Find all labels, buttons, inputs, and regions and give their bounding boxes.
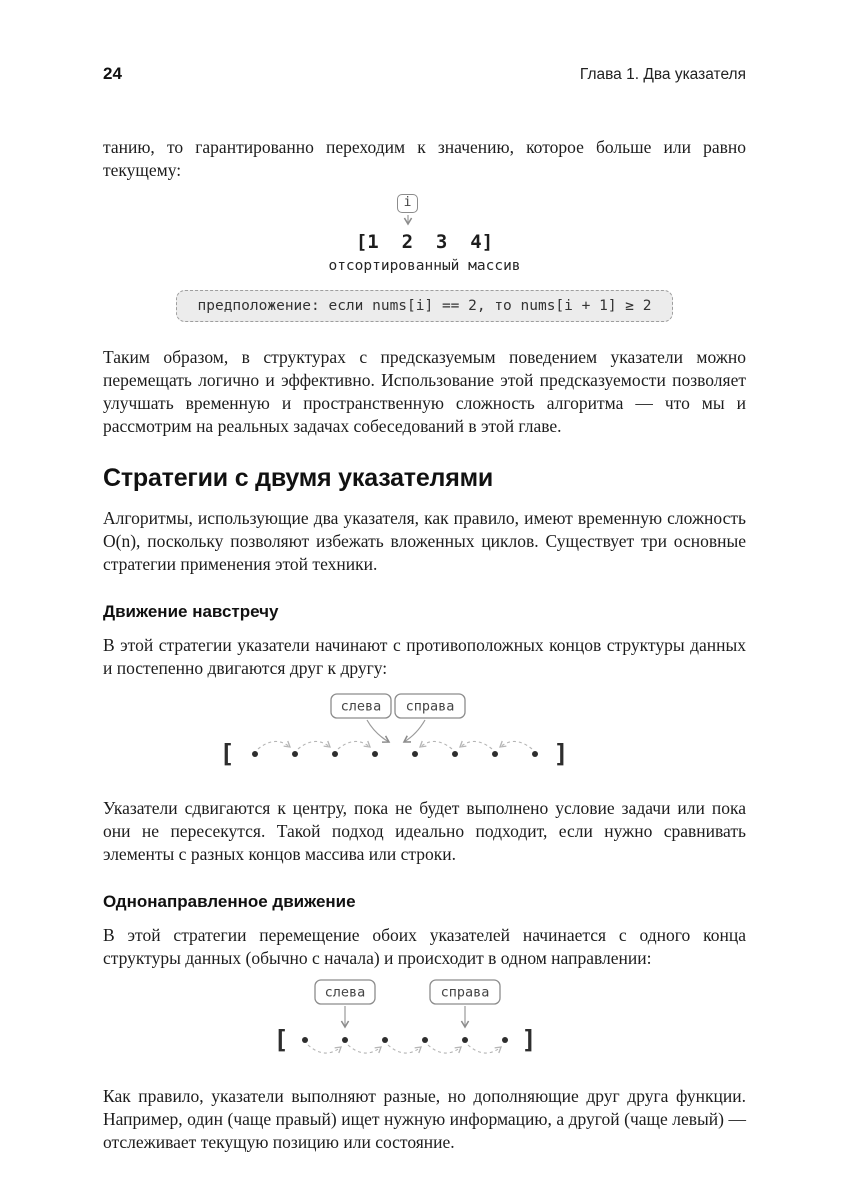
- diagram-converging-pointers: [103, 690, 746, 783]
- pointer-i-box: i: [397, 194, 419, 213]
- diagram-sorted-array: [103, 194, 746, 274]
- paragraph-strategies-intro: Алгоритмы, использующие два указателя, как правило, имеют временную сложность O(n), поскольку позволяют избежать вложенных циклов. Существует три основные стратегии применения этой техники.: [103, 508, 746, 574]
- left-pointer-label: слева: [340, 698, 381, 715]
- right-pointer-label: справа: [405, 698, 454, 715]
- same-direction-graphic: [185, 976, 665, 1068]
- right-hop-arcs: [420, 741, 532, 749]
- open-bracket: [: [218, 739, 235, 768]
- forward-hop-arcs: [308, 1045, 501, 1053]
- converging-pointers-graphic: [185, 690, 665, 778]
- close-bracket: ]: [552, 739, 569, 768]
- right-pointer-arrow-icon: [404, 720, 425, 742]
- paragraph-oneway-outro: Как правило, указатели выполняют разные, но дополняющие друг друга функции. Например, один (чаще правый) ищет нужную информацию, а другой (чаще левый) — отслеживает текущую позицию или состояние.: [103, 1086, 746, 1152]
- open-bracket: [: [272, 1025, 289, 1054]
- page-number: 24: [103, 64, 122, 83]
- subheading-oneway: Однонаправленное движение: [103, 892, 356, 911]
- chapter-title: Глава 1. Два указателя: [579, 66, 746, 83]
- assumption-box: предположение: если nums[i] == 2, то nums[i + 1] ≥ 2: [176, 290, 674, 322]
- page-header: [103, 64, 746, 84]
- pointer-column: [86, 194, 729, 229]
- array-dots: [252, 751, 538, 757]
- down-arrow-icon: [401, 214, 415, 229]
- left-pointer-label: слева: [324, 984, 365, 1001]
- paragraph-summary: Таким образом, в структурах с предсказуемым поведением указатели можно перемещать логично и эффективно. Использование этой предсказуемости позволяет улучшать временную и пространственную сложность алгоритма — что мы и рассмотрим на реальных задачах собеседований в этой главе.: [103, 347, 746, 436]
- left-hop-arcs: [258, 741, 370, 749]
- left-pointer-arrow-icon: [367, 720, 389, 742]
- right-pointer-label: справа: [440, 984, 489, 1001]
- paragraph-towards-outro: Указатели сдвигаются к центру, пока не будет выполнено условие задачи или пока они не пересекутся. Такой подход идеально подходит, если нужно сравнивать элементы с разных концов массива или строки.: [103, 798, 746, 864]
- section-heading: Стратегии с двумя указателями: [103, 464, 494, 492]
- subheading-towards: Движение навстречу: [103, 602, 279, 621]
- paragraph-oneway-intro: В этой стратегии перемещение обоих указателей начинается с одного конца структуры данных (обычно с начала) и происходит в одном направлении:: [103, 925, 746, 968]
- paragraph-towards-intro: В этой стратегии указатели начинают с противоположных концов структуры данных и постепенно двигаются друг к другу:: [103, 635, 746, 678]
- close-bracket: ]: [520, 1025, 537, 1054]
- paragraph-intro: танию, то гарантированно переходим к значению, которое больше или равно текущему:: [103, 137, 746, 180]
- diagram-same-direction-pointers: [103, 976, 746, 1073]
- array-dots: [302, 1037, 508, 1043]
- array-values: [1 2 3 4]: [355, 231, 494, 253]
- array-caption: отсортированный массив: [328, 258, 521, 274]
